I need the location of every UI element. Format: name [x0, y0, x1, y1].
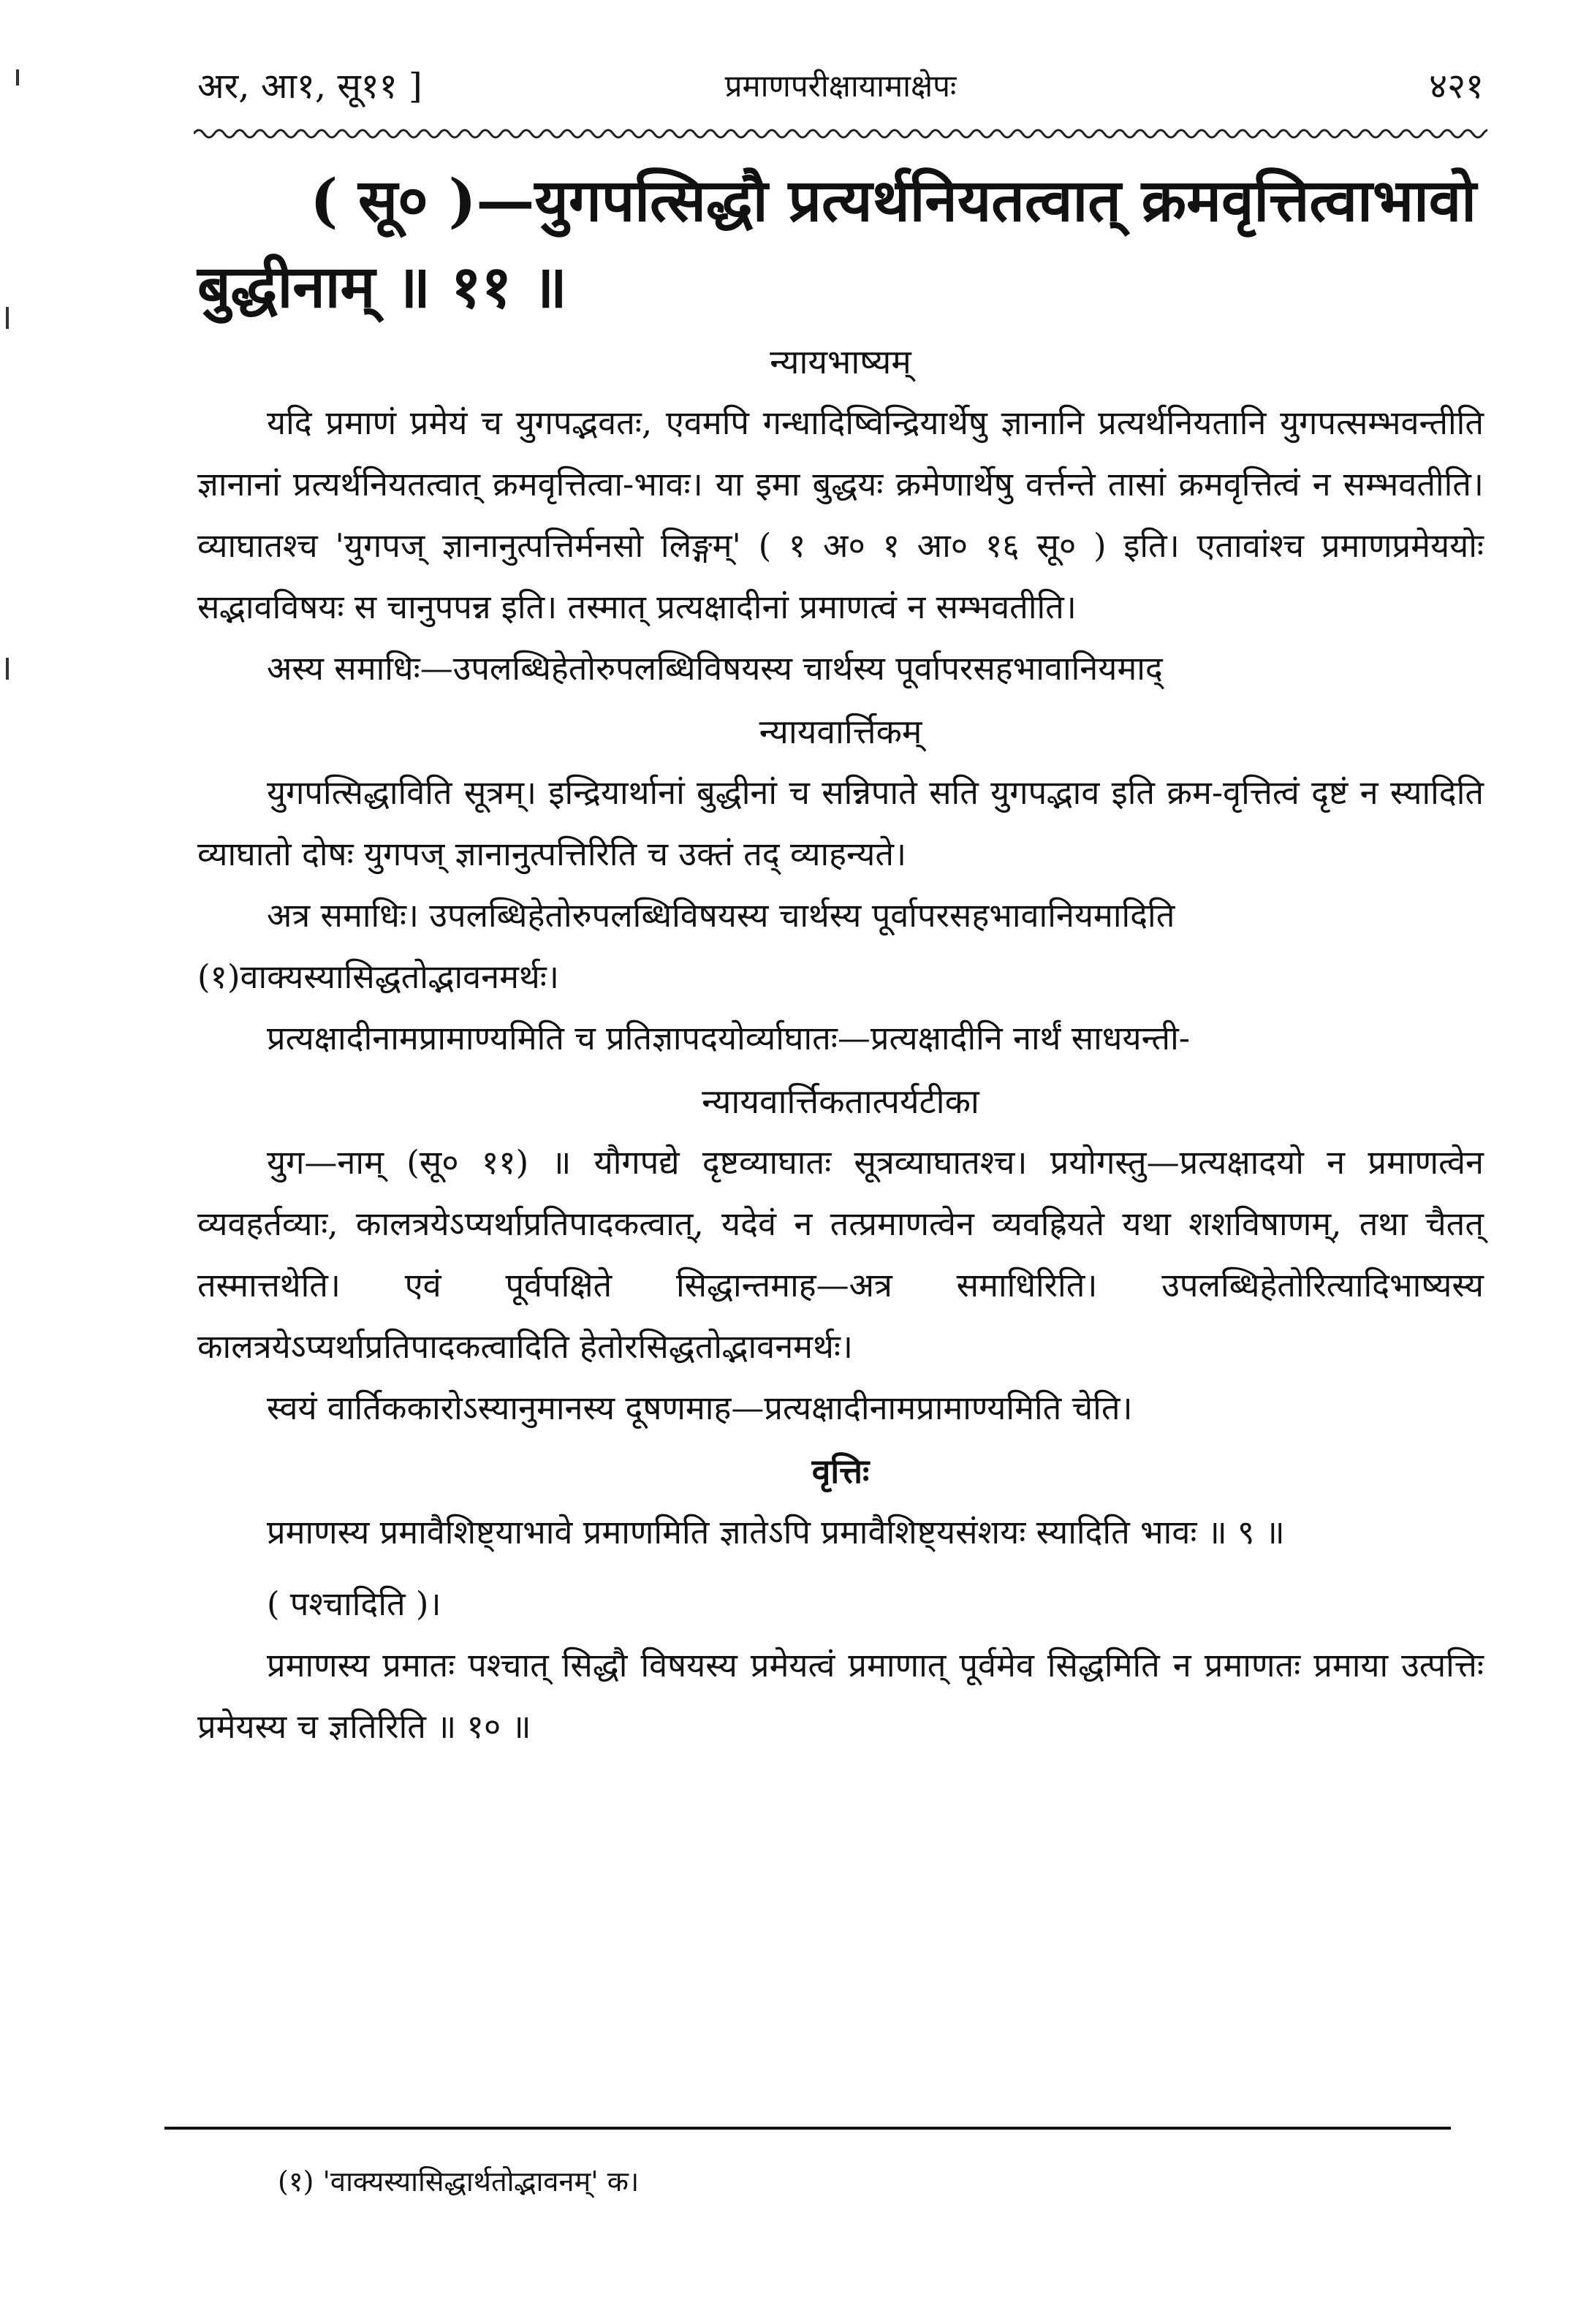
running-head-title: प्रमाणपरीक्षायामाक्षेपः [724, 68, 957, 104]
scan-edge-mark [6, 307, 9, 329]
vartika-paragraph: युगपत्सिद्धाविति सूत्रम्। इन्द्रियार्थानां बुद्धीनां च सन्निपाते सति युगपद्भाव इति क्रम-वृत्तित्वं दृष्टं न स्यादिति व्याघातो दोषः युगपज् ज्ञानानुत्पत्तिरिति च उक्तं तद् व्याहन्यते। [197, 773, 1484, 873]
vritti-paragraph: ( पश्चादिति )। [267, 1584, 441, 1623]
vritti-paragraph: प्रमाणस्य प्रमातः पश्चात् सिद्धौ विषयस्य प्रमेयत्वं प्रमाणात् पूर्वमेव सिद्धमिति न प्रमाणतः प्रमाया उत्पत्तिः प्रमेयस्य च ज्ञतिरिति ॥ १० ॥ [197, 1646, 1484, 1746]
vartika-paragraph: अत्र समाधिः। उपलब्धिहेतोरुपलब्धिविषयस्य चार्थस्य पूर्वापरसहभावानियमादिति [267, 896, 1175, 935]
page-body [197, 157, 1484, 1758]
running-head-reference: अर, आ१, सू११ ] [197, 66, 422, 107]
scan-edge-mark [6, 658, 9, 680]
footnote: (१) 'वाक्यस्यासिद्धार्थतोद्भावनम्' क। [278, 2165, 640, 2198]
sutra-text [197, 157, 1484, 330]
bhashya-paragraph: यदि प्रमाणं प्रमेयं च युगपद्भवतः, एवमपि गन्धादिष्विन्द्रियार्थेषु ज्ञानानि प्रत्यर्थनियतानि युगपत्सम्भवन्तीति ज्ञानानां प्रत्यर्थनियतत्वात् क्रमवृत्तित्वा-भावः। या इमा बुद्धयः क्रमेणार्थेषु वर्त्तन्ते तासां क्रमवृत्तित्वं न सम्भवतीति। व्याघातश्च 'युगपज् ज्ञानानुत्पत्तिर्मनसो लिङ्गम्' ( १ अ० १ आ० १६ सू० ) इति। एतावांश्च प्रमाणप्रमेययोः सद्भावविषयः स चानुपपन्न इति। तस्मात् प्रत्यक्षादीनां प्रमाणत्वं न सम्भवतीति। [197, 403, 1484, 626]
page-number: ४२१ [1429, 66, 1484, 107]
section-heading-tatparya: न्यायवार्त्तिकतात्पर्यटीका [702, 1082, 979, 1121]
section-heading-vartika: न्यायवार्त्तिकम् [759, 712, 922, 751]
footnote-rule [164, 2127, 1451, 2130]
vartika-paragraph: प्रत्यक्षादीनामप्रामाण्यमिति च प्रतिज्ञापदयोर्व्याघातः—प्रत्यक्षादीनि नार्थं साधयन्ती- [267, 1019, 1190, 1057]
sutra-line-1: ( सू० )—युगपत्सिद्धौ प्रत्यर्थनियतत्वात् क्रमवृत्तित्वाभावो [310, 166, 1476, 235]
section-heading-bhashya: न्यायभाष्यम् [770, 342, 911, 381]
running-head [197, 57, 1484, 115]
wavy-rule [194, 124, 1487, 143]
vartika-paragraph: (१)वाक्यस्यासिद्धतोद्भावनमर्थः। [197, 957, 559, 996]
tatparya-paragraph: युग—नाम् (सू० ११) ॥ यौगपद्ये दृष्टव्याघातः सूत्रव्याघातश्च। प्रयोगस्तु—प्रत्यक्षादयो न प्रमाणत्वेन व्यवहर्तव्याः, कालत्रयेऽप्यर्थाप्रतिपादकत्वात्, यदेवं न तत्प्रमाणत्वेन व्यवह्रियते यथा शशविषाणम्, तथा चैतत् तस्मात्तथेति। एवं पूर्वपक्षिते सिद्धान्तमाह—अत्र समाधिरिति। उपलब्धिहेतोरित्यादिभाष्यस्य कालत्रयेऽप्यर्थाप्रतिपादकत्वादिति हेतोरसिद्धतोद्भावनमर्थः। [197, 1143, 1484, 1366]
bhashya-paragraph: अस्य समाधिः—उपलब्धिहेतोरुपलब्धिविषयस्य चार्थस्य पूर्वापरसहभावानियमाद् [267, 649, 1163, 688]
scan-edge-mark [16, 69, 19, 86]
tatparya-paragraph: स्वयं वार्तिककारोऽस्यानुमानस्य दूषणमाह—प्रत्यक्षादीनामप्रामाण्यमिति चेति। [267, 1389, 1133, 1427]
sutra-line-2: बुद्धीनाम् ॥ ११ ॥ [197, 252, 567, 321]
vritti-paragraph: प्रमाणस्य प्रमावैशिष्ट्याभावे प्रमाणमिति ज्ञातेऽपि प्रमावैशिष्ट्यसंशयः स्यादिति भावः ॥ ९ ॥ [267, 1513, 1285, 1552]
section-heading-vritti: वृत्तिः [811, 1451, 870, 1491]
